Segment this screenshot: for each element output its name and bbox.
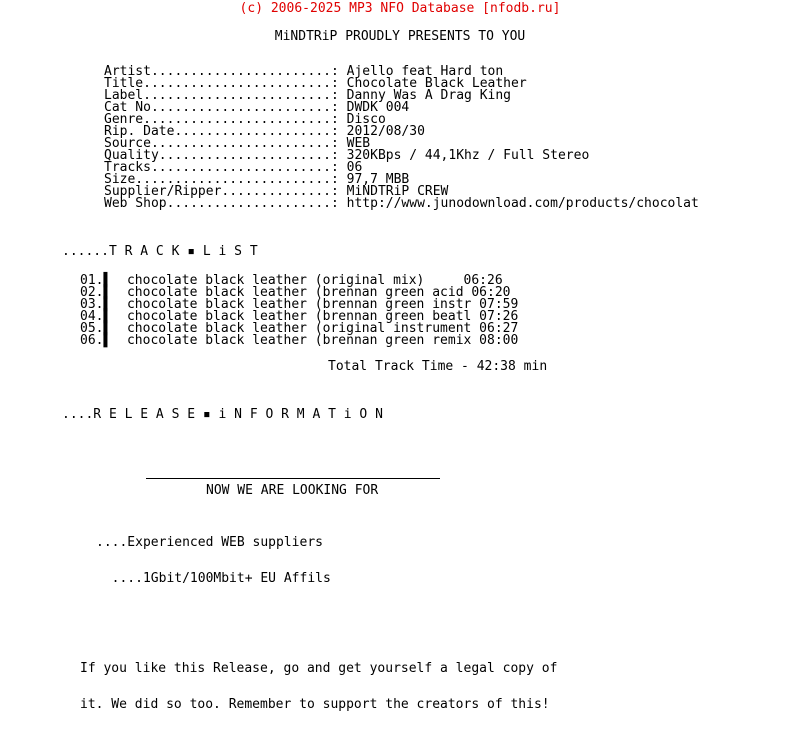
release-info-table — [0, 66, 800, 210]
info-value: DWDK 004 — [346, 100, 410, 115]
track-title: chocolate black leather (brennan green acid — [126, 285, 464, 300]
track-time: 07:26 — [479, 309, 519, 324]
info-label: Source.......................: — [104, 136, 339, 151]
info-label: Web Shop.....................: — [104, 196, 339, 211]
track-time: 08:00 — [479, 333, 519, 348]
info-label: Genre........................: — [104, 112, 339, 127]
track-title: chocolate black leather (brennan green beatl — [126, 309, 472, 324]
info-label: Supplier/Ripper..............: — [104, 184, 339, 199]
divider — [0, 478, 800, 479]
list-item — [80, 335, 800, 347]
track-time: 06:20 — [471, 285, 511, 300]
info-value: 320KBps / 44,1Khz / Full Stereo — [346, 148, 590, 163]
info-value: MiNDTRiP CREW — [346, 184, 449, 199]
info-label: Rip. Date....................: — [104, 124, 339, 139]
info-value: 97,7 MBB — [346, 172, 410, 187]
track-time: 07:59 — [479, 297, 519, 312]
track-number: 01. — [80, 273, 104, 288]
track-separator-icon: ▌ — [103, 285, 112, 300]
footer-line-1: If you like this Release, go and get yourself a legal copy of — [80, 661, 558, 676]
total-track-time: Total Track Time - 42:38 min — [328, 359, 548, 374]
info-value: Chocolate Black Leather — [346, 76, 527, 91]
track-separator-icon: ▌ — [103, 309, 112, 324]
info-label: Cat No.......................: — [104, 100, 339, 115]
track-separator-icon: ▌ — [103, 273, 112, 288]
info-value: http://www.junodownload.com/products/chocolat — [346, 196, 699, 211]
track-title: chocolate black leather (original mix) — [126, 273, 425, 288]
list-item: ....1Gbit/100Mbit+ EU Affils — [96, 571, 331, 586]
info-value: Disco — [346, 112, 386, 127]
info-label: Title........................: — [104, 76, 339, 91]
track-number: 03. — [80, 297, 104, 312]
info-value: Ajello feat Hard ton — [346, 64, 504, 79]
info-value: 2012/08/30 — [346, 124, 425, 139]
info-label: Artist.......................: — [104, 64, 339, 79]
info-value: 06 — [346, 160, 363, 175]
track-number: 05. — [80, 321, 104, 336]
track-time: 06:27 — [479, 321, 519, 336]
info-label: Label........................: — [104, 88, 339, 103]
release-information-heading: ....R E L E A S E ▪ i N F O R M A T i O N — [62, 407, 383, 422]
looking-for-heading: NOW WE ARE LOOKING FOR — [206, 483, 379, 498]
track-title: chocolate black leather (original instrument — [126, 321, 472, 336]
info-label: Quality......................: — [104, 148, 339, 163]
track-number: 02. — [80, 285, 104, 300]
track-number: 06. — [80, 333, 104, 348]
tracklist — [0, 275, 800, 347]
copyright-header: (c) 2006-2025 MP3 NFO Database [nfodb.ru] — [239, 1, 561, 16]
info-value: Danny Was A Drag King — [346, 88, 512, 103]
track-title: chocolate black leather (brennan green instr — [126, 297, 472, 312]
track-separator-icon: ▌ — [103, 297, 112, 312]
wants-list — [0, 513, 800, 609]
track-separator-icon: ▌ — [103, 333, 112, 348]
info-label: Size.........................: — [104, 172, 339, 187]
footer-line-2: it. We did so too. Remember to support the creators of this! — [80, 697, 550, 712]
tracklist-heading: ......T R A C K ▪ L i S T — [62, 244, 258, 259]
track-separator-icon: ▌ — [103, 321, 112, 336]
info-value: WEB — [346, 136, 371, 151]
track-time: 06:26 — [463, 273, 503, 288]
table-row — [104, 198, 800, 210]
footer-note — [0, 639, 800, 735]
info-label: Tracks.......................: — [104, 160, 339, 175]
track-number: 04. — [80, 309, 104, 324]
track-title: chocolate black leather (brennan green remix — [126, 333, 472, 348]
presents-header: MiNDTRiP PROUDLY PRESENTS TO YOU — [274, 29, 526, 44]
list-item: ....Experienced WEB suppliers — [96, 535, 323, 550]
